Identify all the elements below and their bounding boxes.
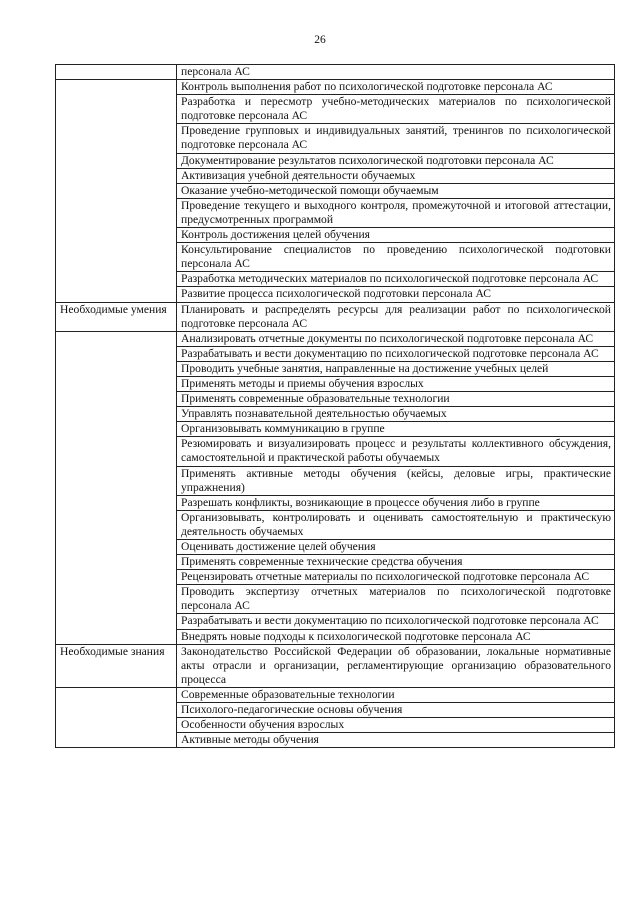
table-row <box>56 422 615 437</box>
section-label-continuation <box>56 466 177 495</box>
table-row <box>56 124 615 153</box>
section-label-continuation <box>56 124 177 153</box>
requirement-item: Проводить учебные занятия, направленные на достижение учебных целей <box>177 361 615 376</box>
table-row <box>56 331 615 346</box>
table-row <box>56 687 615 702</box>
section-label-continuation <box>56 555 177 570</box>
requirement-item: Документирование результатов психологической подготовки персонала АС <box>177 153 615 168</box>
section-label-continuation <box>56 198 177 227</box>
section-label-continuation <box>56 95 177 124</box>
requirement-item: Консультирование специалистов по проведению психологической подготовки персонала АС <box>177 243 615 272</box>
table-row <box>56 510 615 539</box>
section-label: Необходимые умения <box>56 302 177 331</box>
section-label-continuation <box>56 346 177 361</box>
table-row <box>56 198 615 227</box>
table-row <box>56 570 615 585</box>
table-row <box>56 183 615 198</box>
requirement-item: Развитие процесса психологической подготовки персонала АС <box>177 287 615 302</box>
requirement-item: Разработка методических материалов по психологической подготовке персонала АС <box>177 272 615 287</box>
section-label-continuation <box>56 629 177 644</box>
section-label-continuation <box>56 718 177 733</box>
page-number: 26 <box>314 34 326 46</box>
requirement-item: Разрабатывать и вести документацию по психологической подготовке персонала АС <box>177 614 615 629</box>
section-label-continuation <box>56 422 177 437</box>
section-label-continuation <box>56 153 177 168</box>
section-label-continuation <box>56 614 177 629</box>
table-row <box>56 555 615 570</box>
table-row <box>56 495 615 510</box>
section-label-continuation <box>56 183 177 198</box>
requirement-item: Управлять познавательной деятельностью обучаемых <box>177 407 615 422</box>
section-label-continuation <box>56 495 177 510</box>
section-label-continuation <box>56 407 177 422</box>
table-row <box>56 733 615 748</box>
table-row <box>56 346 615 361</box>
section-label-continuation <box>56 168 177 183</box>
section-label-continuation <box>56 570 177 585</box>
section-label-continuation <box>56 80 177 95</box>
table-row <box>56 629 615 644</box>
section-label-continuation <box>56 331 177 346</box>
requirement-item: Резюмировать и визуализировать процесс и результаты коллективного обсуждения, самостоятельной и практической работы обучаемых <box>177 437 615 466</box>
requirement-item: Планировать и распределять ресурсы для реализации работ по психологической подготовке персонала АС <box>177 302 615 331</box>
section-label-continuation <box>56 703 177 718</box>
requirement-item: Контроль достижения целей обучения <box>177 228 615 243</box>
requirement-item: Организовывать, контролировать и оценивать самостоятельную и практическую деятельность обучаемых <box>177 510 615 539</box>
requirement-item: Разработка и пересмотр учебно-методических материалов по психологической подготовке персонала АС <box>177 95 615 124</box>
requirement-item: Применять современные образовательные технологии <box>177 392 615 407</box>
section-label-continuation <box>56 540 177 555</box>
requirement-item: Применять активные методы обучения (кейсы, деловые игры, практические упражнения) <box>177 466 615 495</box>
requirement-item: Разрешать конфликты, возникающие в процессе обучения либо в группе <box>177 495 615 510</box>
requirement-item: Оказание учебно-методической помощи обучаемым <box>177 183 615 198</box>
requirement-item: Применять методы и приемы обучения взрослых <box>177 376 615 391</box>
table-row <box>56 392 615 407</box>
table-row <box>56 437 615 466</box>
requirement-item: Разрабатывать и вести документацию по психологической подготовке персонала АС <box>177 346 615 361</box>
requirement-item: Проводить экспертизу отчетных материалов по психологической подготовке персонала АС <box>177 585 615 614</box>
table-row <box>56 614 615 629</box>
requirement-item: Проведение групповых и индивидуальных занятий, тренингов по психологической подготовке персонала АС <box>177 124 615 153</box>
requirement-item: Законодательство Российской Федерации об образовании, локальные нормативные акты отрасли и организации, регламентирующие организацию образовательного процесса <box>177 644 615 687</box>
section-label-continuation <box>56 733 177 748</box>
requirement-item: Контроль выполнения работ по психологической подготовке персонала АС <box>177 80 615 95</box>
requirement-item: Внедрять новые подходы к психологической подготовке персонала АС <box>177 629 615 644</box>
requirement-item: Современные образовательные технологии <box>177 687 615 702</box>
table-row <box>56 95 615 124</box>
table-row <box>56 272 615 287</box>
table-row <box>56 361 615 376</box>
requirement-item: Рецензировать отчетные материалы по психологической подготовке персонала АС <box>177 570 615 585</box>
table-row <box>56 703 615 718</box>
requirement-item: Психолого-педагогические основы обучения <box>177 703 615 718</box>
section-label <box>56 65 177 80</box>
table-row <box>56 65 615 80</box>
section-label-continuation <box>56 361 177 376</box>
table-row <box>56 407 615 422</box>
table-row <box>56 153 615 168</box>
table-row <box>56 168 615 183</box>
section-label-continuation <box>56 228 177 243</box>
section-label-continuation <box>56 392 177 407</box>
requirement-item: Применять современные технические средства обучения <box>177 555 615 570</box>
section-label-continuation <box>56 287 177 302</box>
section-label-continuation <box>56 376 177 391</box>
table-row <box>56 243 615 272</box>
requirement-item: Активные методы обучения <box>177 733 615 748</box>
table-row <box>56 644 615 687</box>
table-row <box>56 80 615 95</box>
competency-table <box>55 64 615 748</box>
requirement-item: Анализировать отчетные документы по психологической подготовке персонала АС <box>177 331 615 346</box>
section-label-continuation <box>56 585 177 614</box>
section-label-continuation <box>56 243 177 272</box>
table-row <box>56 718 615 733</box>
requirement-item: Особенности обучения взрослых <box>177 718 615 733</box>
requirement-item: Активизация учебной деятельности обучаемых <box>177 168 615 183</box>
section-label-continuation <box>56 272 177 287</box>
requirement-item: Оценивать достижение целей обучения <box>177 540 615 555</box>
table-row <box>56 466 615 495</box>
table-row <box>56 376 615 391</box>
requirement-item: персонала АС <box>177 65 615 80</box>
requirement-item: Проведение текущего и выходного контроля, промежуточной и итоговой аттестации, предусмотренных программой <box>177 198 615 227</box>
requirement-item: Организовывать коммуникацию в группе <box>177 422 615 437</box>
section-label-continuation <box>56 437 177 466</box>
section-label-continuation <box>56 510 177 539</box>
section-label-continuation <box>56 687 177 702</box>
table-row <box>56 585 615 614</box>
section-label: Необходимые знания <box>56 644 177 687</box>
competency-table-body <box>56 65 615 748</box>
table-row <box>56 228 615 243</box>
table-row <box>56 287 615 302</box>
table-row <box>56 302 615 331</box>
table-row <box>56 540 615 555</box>
